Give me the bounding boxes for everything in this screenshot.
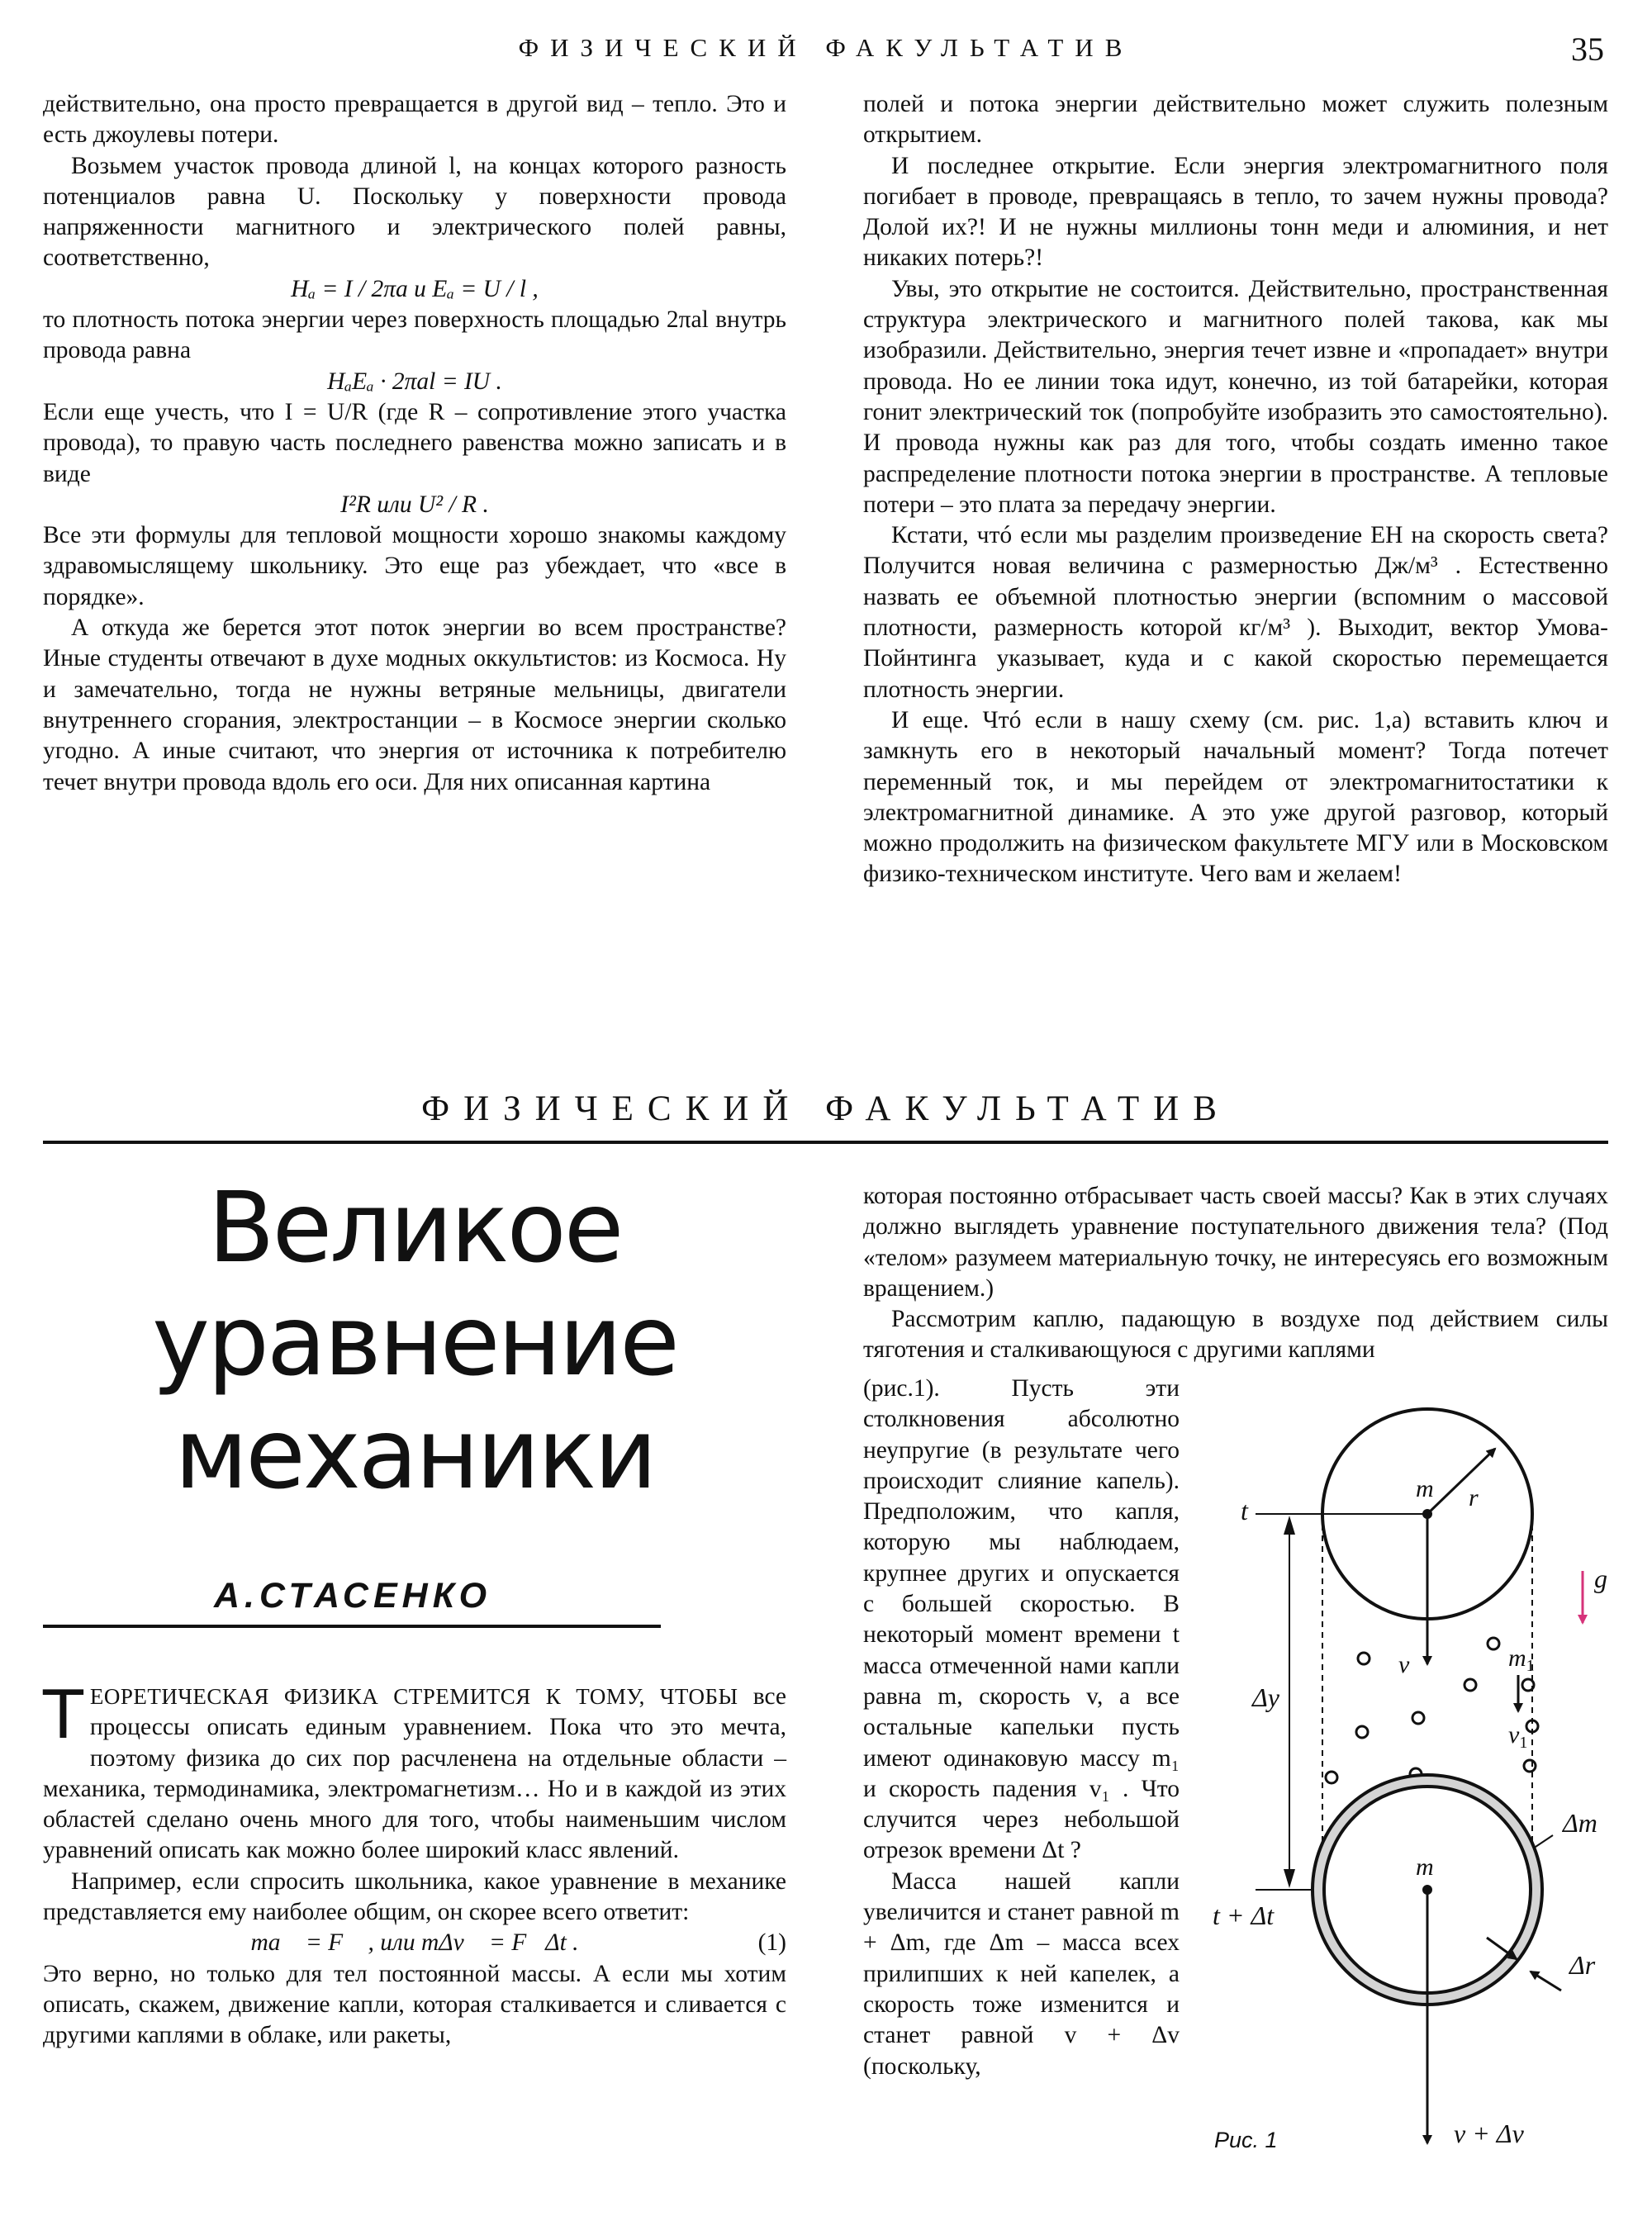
small-droplet <box>1356 1726 1368 1738</box>
formula: I²R или U² / R . <box>340 491 489 518</box>
paragraph: (рис.1). Пусть эти столкновения абсолютно неупругие (в результате чего происходит слияние капель). Предположим, что капля, которую мы наблюдаем, крупнее других и опускается с большей скоростью. В некоторый момент времени t масса отмеченной нами капли равна m, скорость v, а все остальные капельки пусть имеют одинаковую массу m₁ и скорость падения v₁ . Что случится через небольшой отрезок времени Δt ? <box>863 1375 1180 1864</box>
figure-1-falling-drop-diagram <box>1189 1396 1635 2189</box>
formula: HₐEₐ · 2πal = IU . <box>327 368 502 395</box>
paragraph: Все эти формулы для тепловой мощности хорошо знакомы каждому здравомыслящему школьнику. Это еще раз убеждает, что «все в порядке». <box>43 522 786 610</box>
paragraph: действительно, она просто превращается в другой вид – тепло. Это и есть джоулевы потери. <box>43 91 786 149</box>
paragraph: полей и потока энергии действительно может служить полезным открытием. <box>863 91 1608 149</box>
label-v1: $v_1$ <box>1508 1721 1528 1752</box>
small-droplet <box>1412 1712 1424 1724</box>
small-droplet <box>1358 1653 1370 1664</box>
equation-1 <box>43 1928 786 1958</box>
top-right-column <box>863 89 1608 890</box>
bottom-right-narrow-column <box>863 1374 1180 2082</box>
small-droplet <box>1464 1679 1476 1691</box>
figure-caption: Рис. 1 <box>1214 2128 1278 2152</box>
running-head: ФИЗИЧЕСКИЙ ФАКУЛЬТАТИВ <box>518 33 1134 62</box>
bottom-left-column <box>43 1677 786 2052</box>
author-name: А.СТАСЕНКО <box>213 1576 492 1616</box>
label-delta-m: Δm <box>1563 1808 1597 1838</box>
section-divider <box>43 1141 1608 1144</box>
paragraph: Если еще учесть, что I = U/R (где R – сопротивление этого участка провода), то правую часть последнего равенства можно записать и в виде <box>43 398 786 487</box>
equation-text: ma⃗ = F⃗ , или mΔv⃗ = F⃗Δt . <box>250 1929 579 1957</box>
paragraph: Рассмотрим каплю, падающую в воздухе под действием силы тяготения и сталкивающуюся с другими каплями <box>863 1306 1608 1364</box>
paragraph: А откуда же берется этот поток энергии во всем пространстве? Иные студенты отвечают в духе модных оккультистов: из Космоса. Ну и замечательно, тогда не нужны ветряные мельницы, двигатели внутреннего сгорания, электростанции – в Космосе энергии сколько угодно. А иные считают, что энергия от источника к потребителю течет внутри провода вдоль его оси. Для них описанная картина <box>43 615 786 795</box>
title-line: механики <box>174 1397 655 1511</box>
paragraph: И последнее открытие. Если энергия электромагнитного поля погибает в проводе, превращаясь в тепло, то зачем нужны провода? Долой их?! И не нужны миллионы тонн меди и алюминия, и нет никаких потерь?! <box>863 152 1608 272</box>
label-t-dt: t + Δt <box>1213 1900 1275 1930</box>
small-droplet <box>1522 1679 1534 1691</box>
label-g: g <box>1594 1564 1607 1593</box>
small-droplet <box>1326 1772 1337 1783</box>
bottom-right-column <box>863 1181 1608 1366</box>
label-m-bottom: m <box>1416 1853 1434 1881</box>
label-delta-y: Δy <box>1252 1682 1279 1712</box>
label-v: v <box>1398 1651 1410 1678</box>
paragraph: Возьмем участок провода длиной l, на концах которого разность потенциалов равна U. Поскольку у поверхности провода напряженности магнитного и электрического полей равны, соответственно, <box>43 152 786 272</box>
delta-m-pointer <box>1533 1835 1553 1848</box>
paragraph-text: все процессы описать единым уравнением. Пока что это мечта, поэтому физика до сих пор расчленена на отдельные области – механика, термодинамика, электромагнетизм… Но и в каждой из этих областей сделано очень много для того, чтобы наименьшим числом уравнений описать как можно более широкий класс явлений. <box>43 1683 786 1864</box>
formula: Hₐ = I / 2πa и Eₐ = U / l , <box>291 275 539 302</box>
paragraph: Масса нашей капли увеличится и станет равной m + Δm, где Δm – масса всех прилипших к ней капелек, а скорость тоже изменится и станет равной v + Δv (поскольку, <box>863 1867 1180 2080</box>
equation-number: (1) <box>757 1929 786 1957</box>
delta-r-arrow-out <box>1531 1972 1561 1991</box>
paragraph: Например, если спросить школьника, какое уравнение в механике представляется ему наиболее общим, он скорее всего ответит: <box>43 1867 786 1926</box>
title-line: Великое <box>207 1170 622 1284</box>
paragraph: Увы, это открытие не состоится. Действительно, пространственная структура электрического и магнитного полей такова, как мы изобразили. Действительно, энергия течет извне и «пропадает» внутри провода. Но ее линии тока идут, конечно, из той батарейки, которая гонит электрический ток (попробуйте изобразить это самостоятельно). И провода нужны как раз для того, чтобы создать именно такое распределение плотности потока энергии в пространстве. А тепловые потери – это плата за передачу энергии. <box>863 275 1608 518</box>
article-title <box>43 1171 786 1511</box>
label-v-dv: v + Δv <box>1454 2119 1524 2148</box>
label-delta-r: Δr <box>1569 1950 1596 1980</box>
label-m-top: m <box>1416 1475 1434 1502</box>
drop-cap: Т <box>43 1677 83 1753</box>
label-t: t <box>1241 1496 1248 1526</box>
lead-in-caps: ЕОРЕТИЧЕСКАЯ ФИЗИКА СТРЕМИТСЯ К ТОМУ, ЧТОБЫ <box>89 1684 738 1709</box>
paragraph: Кстати, чтó если мы разделим произведение EH на скорость света? Получится новая величина с размерностью Дж/м³ . Естественно назвать ее объемной плотностью энергии (вспомним о массовой плотности, размерность которой кг/м³ ). Выходит, вектор Умова-Пойнтинга указывает, куда и с какой скоростью перемещается плотность энергии. <box>863 522 1608 703</box>
paragraph: которая постоянно отбрасывает часть своей массы? Как в этих случаях должно выглядеть уравнение поступательного движения тела? (Под «телом» разумеем материальную точку, не интересуясь его возможным вращением.) <box>863 1183 1608 1302</box>
title-line: уравнение <box>152 1284 677 1397</box>
radius-arrow <box>1427 1449 1495 1514</box>
small-droplet <box>1524 1760 1536 1772</box>
page-number: 35 <box>1571 31 1604 68</box>
lead-paragraph <box>43 1677 786 1867</box>
paragraph: Это верно, но только для тел постоянной массы. А если мы хотим описать, скажем, движение капли, которая сталкивается и сливается с другими каплями в облаке, или ракеты, <box>43 1960 786 2049</box>
label-m1: $m_1$ <box>1508 1644 1535 1675</box>
small-droplet <box>1488 1638 1499 1649</box>
paragraph: то плотность потока энергии через поверхность площадью 2πal внутрь провода равна <box>43 306 786 364</box>
paragraph: И еще. Чтó если в нашу схему (см. рис. 1,а) вставить ключ и замкнуть его в некоторый начальный момент? Тогда потечет переменный ток, и мы перейдем от электромагнитостатики к электромагнитной динамике. А это уже другой разговор, который можно продолжить на физическом факультете МГУ или в Московском физико-техническом институте. Чего вам и желаем! <box>863 706 1608 888</box>
author-divider <box>43 1625 661 1628</box>
section-heading: ФИЗИЧЕСКИЙ ФАКУЛЬТАТИВ <box>421 1089 1231 1128</box>
top-left-column <box>43 89 786 798</box>
label-r: r <box>1469 1484 1479 1511</box>
